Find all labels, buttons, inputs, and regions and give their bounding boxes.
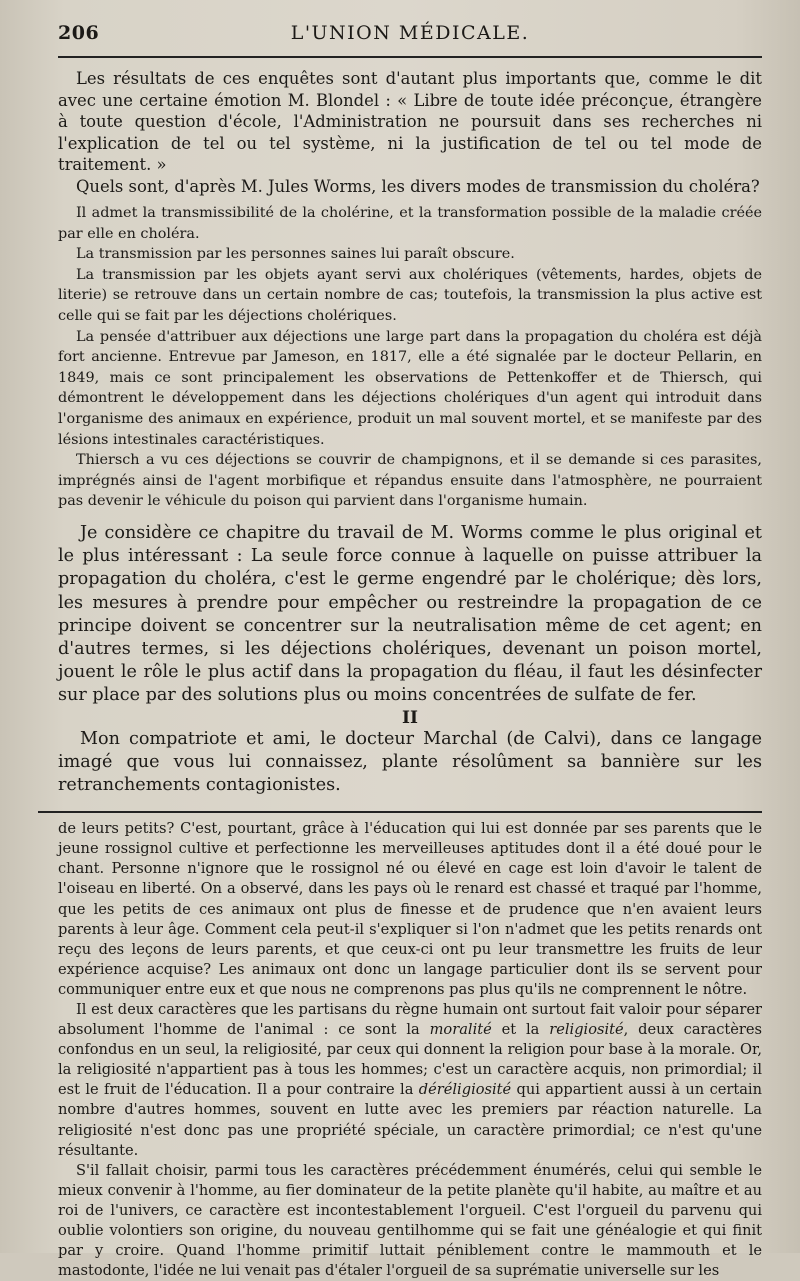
running-title: L'UNION MÉDICALE. xyxy=(290,22,530,44)
summary-paragraph: Thiersch a vu ces déjections se couvrir de champignons, et il se demande si ces parasites, imprégnés ainsi de l'agent morbifique et répandus ensuite dans l'atmosphère, ne pourraient pas devenir le véhicule du poison qui parvient dans l'organisme humain. xyxy=(58,452,762,510)
lead-section xyxy=(58,68,762,197)
summary-paragraph: La transmission par les personnes saines lui paraît obscure. xyxy=(76,246,515,263)
feuilleton-paragraph xyxy=(58,1000,762,1161)
summary-paragraph: Il admet la transmissibilité de la cholérine, et la transformation possible de la maladie créée par elle en choléra. xyxy=(58,205,762,242)
quoted-summary xyxy=(58,203,762,512)
main-paragraph: Je considère ce chapitre du travail de M. Worms comme le plus original et le plus intéressant : La seule force connue à laquelle on puisse attribuer la propagation du choléra, c'est le germe engendré par le cholérique; dès lors, les mesures à prendre pour empêcher ou restreindre la propagation de ce principe doivent se concentrer sur la neutralisation même de cet agent; en d'autres termes, si les déjections cholériques, devenant un poison mortel, jouent le rôle le plus actif dans la propagation du fléau, il faut les désinfecter sur place par des solutions plus ou moins concentrées de sulfate de fer. xyxy=(58,522,762,706)
emphasis-term: déréligiosité xyxy=(418,1081,512,1099)
emphasis-term: religiosité xyxy=(549,1021,624,1039)
summary-paragraph: La pensée d'attribuer aux déjections une large part dans la propagation du choléra est déjà fort ancienne. Entrevue par Jameson, en 1817, elle a été signalée par le docteur Pellarin, en 1849, mais ce sont principalement les observations de Pettenkoffer et de Thiersch, qui démontrent le développement dans les déjections cholériques d'un agent qui introduit dans l'organisme des animaux en expérience, produit un mal souvent mortel, et se manifeste par des lésions intestinales caractéristiques. xyxy=(58,328,762,448)
text-run: et la xyxy=(491,1021,550,1039)
section-number: II xyxy=(402,707,418,728)
main-text xyxy=(58,522,762,797)
feuilleton-paragraph: S'il fallait choisir, parmi tous les caractères précédemment énumérés, celui qui semble le mieux convenir à l'homme, au fier dominateur de la petite planète qu'il habite, au maître et au roi de l'univers, ce caractère est incontestablement l'orgueil. C'est l'orgueil du parvenu qui oublie volontiers son origine, du nouveau gentilhomme qui se fait une généalogie et qui finit par y croire. Quand l'homme primitif luttait péniblement contre le mammouth et le mastodonte, l'idée ne lui venait pas d'étaler l'orgueil de sa suprématie universelle sur les xyxy=(58,1161,762,1280)
lead-paragraph: Quels sont, d'après M. Jules Worms, les divers modes de transmission du choléra? xyxy=(76,176,760,196)
page-header xyxy=(58,22,762,52)
summary-paragraph: La transmission par les objets ayant servi aux cholériques (vêtements, hardes, objets de literie) se retrouve dans un certain nombre de cas; toutefois, la transmission la plus active est celle qui se fait par les déjections cholériques. xyxy=(58,266,762,324)
header-rule xyxy=(58,56,762,58)
emphasis-term: moralité xyxy=(429,1021,492,1039)
page-number: 206 xyxy=(58,22,100,44)
feuilleton-paragraph: de leurs petits? C'est, pourtant, grâce à l'éducation qui lui est donnée par ses parents que le jeune rossignol cultive et perfectionne les merveilleuses aptitudes dont il a été doué pour le chant. Personne n'ignore que le rossignol né ou élevé en cage est loin d'avoir le talent de l'oiseau en liberté. On a observé, dans les pays où le renard est chassé et traqué par l'homme, que les petits de ces animaux ont plus de finesse et de prudence que n'en avaient leurs parents à leur âge. Comment cela peut-il s'expliquer si l'on n'admet que les petits renards ont reçu des leçons de leurs parents, et que ceux-ci ont pu leur transmettre les fruits de leur expérience acquise? Les animaux ont donc un langage particulier dont ils se servent pour communiquer entre eux et que nous ne comprenons pas plus qu'ils ne comprennent le nôtre. xyxy=(58,820,762,998)
feuilleton-section xyxy=(58,819,762,1281)
text-run: Il est deux caractères que les partisans du règne humain ont surtout fait valoir pour séparer absolument l'homme de l'animal : ce sont la xyxy=(58,1000,762,1039)
main-paragraph: Mon compatriote et ami, le docteur Marchal (de Calvi), dans ce langage imagé que vous lui connaissez, plante résolûment sa bannière sur les retranchements contagionistes. xyxy=(58,728,762,795)
feuilleton-divider xyxy=(38,811,762,813)
text-run: , deux caractères confondus en un seul, la religiosité, par ceux qui donnent la religion pour base à la morale. Or, la religiosité n'appartient pas à tous les hommes; c'est un caractère acquis, non primordial; il est le fruit de l'éducation. Il a pour contraire la xyxy=(58,1021,762,1099)
lead-paragraph: Les résultats de ces enquêtes sont d'autant plus importants que, comme le dit avec une certaine émotion M. Blondel : « Libre de toute idée préconçue, étrangère à toute question d'école, l'Administration ne poursuit dans ses recherches ni l'explication de tel ou tel système, ni la justification de tel ou tel mode de traitement. » xyxy=(58,69,762,174)
text-run: qui appartient aussi à un certain nombre d'autres hommes, souvent en lutte avec les premiers par réaction naturelle. La religiosité n'est donc pas une propriété spéciale, un caractère primordial; ce n'est qu'une résultante. xyxy=(58,1081,762,1159)
